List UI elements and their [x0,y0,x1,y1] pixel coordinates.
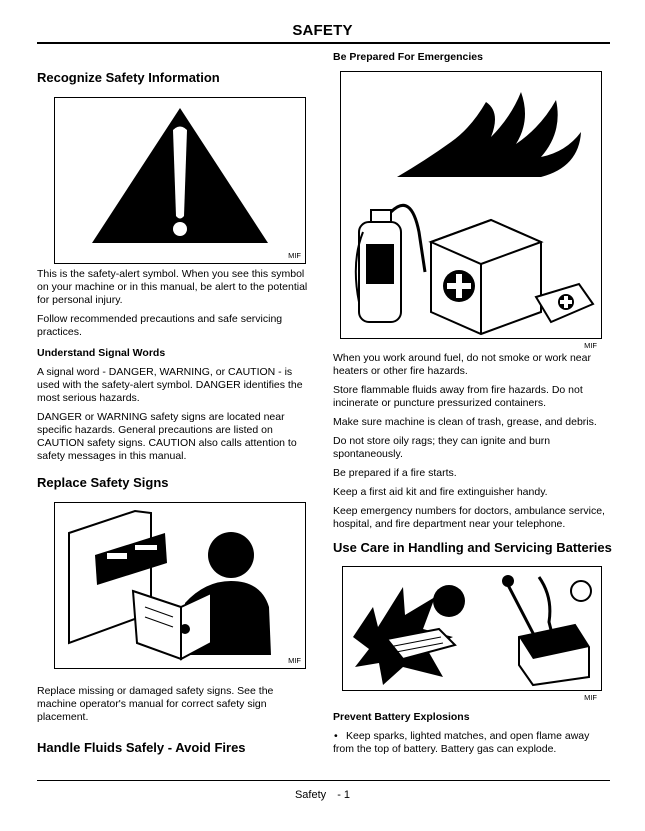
replace-text [37,685,313,730]
heading-emergencies: Be Prepared For Emergencies [333,51,483,63]
paragraph: Do not store oily rags; they can ignite and burn spontaneously. [333,435,551,460]
paragraph: Follow recommended precautions and safe servicing practices. [37,313,283,338]
paragraph: A signal word - DANGER, WARNING, or CAUTION - is used with the safety-alert symbol. DANGER identifies the most serious hazards. [37,366,303,404]
figure-tag: MIF [288,656,301,665]
paragraph: DANGER or WARNING safety signs are located near specific hazards. General precautions are listed on CAUTION safety signs. CAUTION also calls attention to safety messages in this manual. [37,411,297,462]
page-footer [0,789,645,801]
bullet-icon: • [334,730,338,742]
batteries-text [333,711,611,762]
recognize-text [37,268,313,345]
paragraph: This is the safety-alert symbol. When you see this symbol on your machine or in this manual, be alert to the potential for personal injury. [37,268,308,306]
heading-replace-signs: Replace Safety Signs [37,475,169,490]
paragraph: Store flammable fluids away from fire hazards. Do not incinerate or puncture pressurized containers. [333,384,583,409]
operator-reading-manual-icon [55,503,305,668]
paragraph: Make sure machine is clean of trash, grease, and debris. [333,416,597,428]
footer-page-number: - 1 [337,789,351,801]
page-title: SAFETY [292,22,353,39]
emergencies-figure [340,71,602,350]
paragraph: Keep a first aid kit and fire extinguisher handy. [333,486,548,498]
figure-tag: MIF [288,251,301,260]
safety-alert-icon [55,98,305,263]
title-rule [37,42,610,44]
safety-alert-figure [54,97,306,264]
battery-explosion-icon [343,567,601,690]
heading-signal-words: Understand Signal Words [37,347,166,359]
heading-handle-fluids: Handle Fluids Safely - Avoid Fires [37,740,246,755]
fire-extinguisher-first-aid-icon [341,72,601,338]
heading-recognize-safety: Recognize Safety Information [37,70,220,85]
emergencies-text [333,352,611,537]
replace-signs-figure [54,502,306,669]
paragraph: When you work around fuel, do not smoke or work near heaters or other fire hazards. [333,352,591,377]
bullet-text: Keep sparks, lighted matches, and open flame away from the top of battery. Battery gas can explode. [333,730,590,755]
figure-tag: MIF [584,341,597,350]
signal-words-section [37,347,313,469]
paragraph: Keep emergency numbers for doctors, ambulance service, hospital, and fire department near your telephone. [333,505,605,530]
paragraph: Be prepared if a fire starts. [333,467,457,479]
paragraph: Replace missing or damaged safety signs. See the machine operator's manual for correct safety sign placement. [37,685,274,723]
heading-prevent-explosions: Prevent Battery Explosions [333,711,470,723]
footer-rule [37,780,610,781]
figure-tag: MIF [584,693,597,702]
battery-figure [342,566,602,702]
footer-section: Safety [294,789,327,801]
bullet-item [333,730,611,756]
heading-batteries: Use Care in Handling and Servicing Batteries [333,540,612,555]
